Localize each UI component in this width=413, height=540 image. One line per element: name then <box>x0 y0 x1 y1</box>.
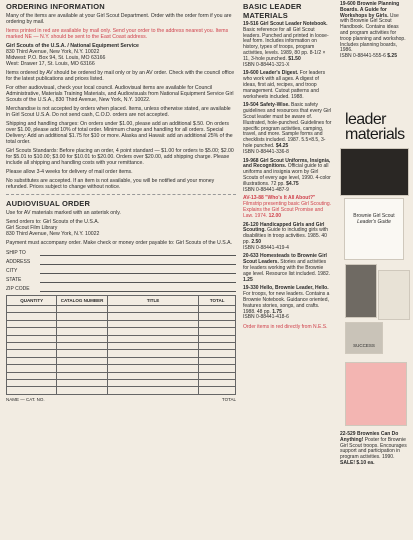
col-quantity: QUANTITY <box>7 296 57 306</box>
footer-right: TOTAL <box>221 396 236 402</box>
middle-column <box>243 0 333 330</box>
item-desc: Guide to including girls with disabilities in troop activities. 1985. 40 pp. <box>243 227 329 245</box>
item-desc: Filmstrip presenting basic Girl Scouting. Explains the Girl Scout Promise and Law. 1974. <box>243 201 332 219</box>
item-price: 1.25 <box>243 276 253 283</box>
item-desc: Basic reference for all Girl Scout leaders. Punched and printed in loose-leaf form. Includes information on history, types of troops, program activities, levels. 1989, 80 pp. 8-1/2 × 11, 3-hole punched. <box>243 26 329 62</box>
address-title: Girl Scouts of the U.S.A. / National Equipment Service <box>6 43 139 49</box>
top-item-desc: Use with Brownie Girl Scout Handbook. Contains ideas and program activities for troop planning and workshop. Includes planning boards, 1986. <box>340 12 406 54</box>
table-row[interactable] <box>7 350 236 357</box>
state-field[interactable] <box>40 276 236 283</box>
item-code: ISBN 0-88441-419-4 <box>243 244 289 251</box>
order-footer <box>6 397 236 402</box>
item-desc: Basic safety guidelines and resources that every Girl Scout leader must be aware of. Illustrated, hole-punched. Guidelines for specific program activities, camping, travel, and more. Sample forms and checklists included. 1987. 5.5×8.5, 3-hole punched. <box>243 102 332 149</box>
audiovisual-body <box>6 210 236 246</box>
address-line-1: 830 Third Avenue, New York, N.Y. 10022 <box>6 49 100 55</box>
order-table-body <box>7 306 236 395</box>
booklet-photo <box>344 198 404 260</box>
item-desc: For troops, for new leaders. Contains a Brownie Notebook. Guidance oriented, features stories, songs, and crafts. 1988. 48 pp. <box>243 291 330 315</box>
item-code: ISBN 0-88441-418-6 <box>243 314 289 321</box>
item-desc: Stories and activities for leaders working with the Brownie age level. Resource list included. 1982. <box>243 259 330 277</box>
table-row[interactable] <box>7 342 236 349</box>
order-table <box>6 295 236 395</box>
top-item-price: $.25 <box>387 53 397 60</box>
item-title: 20-633 Homesteads to Brownie Girl Scout Leaders. <box>243 253 327 266</box>
ordering-p3: For other audiovisual, check your local council. Audiovisual items are available for Council Administrative, Materials Training Materials, and Audiovisuals from National Equipment Service Girl Scouts of the U.S.A., 830 Third Avenue, New York, N.Y. 10022. <box>6 85 234 103</box>
basic-leader-items <box>243 22 333 330</box>
item-code: ISBN 0-88441-321-X <box>243 61 290 68</box>
col-catalog-number: CATALOG NUMBER <box>57 296 107 306</box>
send-to-line-2: Girl Scout Film Library <box>6 225 58 231</box>
city-field[interactable] <box>40 267 236 274</box>
success-photo <box>345 322 383 354</box>
table-row[interactable] <box>7 365 236 372</box>
brownie-poster <box>345 362 407 426</box>
item-price: $4.75 <box>286 180 299 187</box>
booklet-label: Brownie Girl Scout <box>353 213 395 219</box>
bottom-item-price: $.10 ea. <box>356 459 375 466</box>
address-field[interactable] <box>40 258 236 265</box>
bottom-item <box>340 432 407 467</box>
send-to-line-1: Girl Scouts of the U.S.A. <box>42 219 100 225</box>
address-line-3: West: Drawer 17, St. Louis, MO 63166 <box>6 61 95 67</box>
list-item <box>243 286 333 321</box>
bottom-item-title: 22-529 Brownies Can Do Anything! <box>340 431 399 443</box>
form-line-address[interactable] <box>6 258 236 265</box>
item-price: 2.50 <box>251 238 262 245</box>
list-item <box>243 196 333 219</box>
ordering-p8: No substitutes are accepted. If an item is not available, you will be notified and your money refunded. Prices subject to change without notice. <box>6 178 215 190</box>
section-divider <box>6 194 236 195</box>
item-price: $1.50 <box>288 55 301 62</box>
audiovisual-intro: Use for AV materials marked with an asterisk only. <box>6 210 121 216</box>
success-label: SUCCESS <box>353 343 375 348</box>
ordering-p5: Shipping and handling charges: On orders under $1.00, please add an additional $.50. On orders over $1.00, please add 10% of total order. Minimum charge and handling for all orders. Special Delivery: Add an additional $1.75 for $10 or more. Alaska and Hawaii: add an additional 25% of the total order. <box>6 121 233 145</box>
send-to-label: Send orders to: <box>6 219 42 225</box>
audiovisual-send-to <box>6 219 236 237</box>
left-column <box>6 0 236 402</box>
binder-photo <box>340 148 409 196</box>
ordering-p2: Items ordered by AV should be ordered by mail only or by an AV order. Check with the council office for the latest publications and prices listed. <box>6 70 235 82</box>
order-form-fields <box>6 249 236 292</box>
list-item <box>243 254 333 283</box>
red-notice: Order items in red directly from N.E.S. <box>243 324 328 331</box>
city-label: CITY <box>6 267 18 274</box>
booklet-sub: Leader's Guide <box>357 219 391 225</box>
right-bottom-item <box>340 432 407 470</box>
ordering-address <box>6 43 236 67</box>
form-line-zip[interactable] <box>6 285 236 292</box>
materials-word: materials <box>345 126 405 143</box>
table-row[interactable] <box>7 328 236 335</box>
form-line-state[interactable] <box>6 276 236 283</box>
item-title: 26-120 Handicapped Girls and Girl Scouting. <box>243 221 325 234</box>
item-price: $4.25 <box>275 142 289 149</box>
table-row[interactable] <box>7 357 236 364</box>
send-to-line-3: 830 Third Avenue, New York, N.Y. 10022 <box>6 231 100 237</box>
top-item-title: 19-600 Brownie Planning Boards. A Guide for Workshops by Girls. <box>340 1 400 19</box>
zip-label: ZIP CODE <box>6 285 30 292</box>
item-code: ISBN 0-88441-487-9 <box>243 186 289 193</box>
ordering-p7: Please allow 3-4 weeks for delivery of mail order items. <box>6 169 133 175</box>
address-line-2: Midwest: P.O. Box 94, St. Louis, MO 63166 <box>6 55 106 61</box>
state-label: STATE <box>6 276 22 283</box>
table-row[interactable] <box>7 387 236 394</box>
list-item <box>243 22 333 68</box>
ordering-p1: Many of the items are available at your Girl Scout Department. Order with the order form if you are ordering by mail. <box>6 13 232 25</box>
ordering-p6: Girl Scouts Standards: Before placing an order, 4 point standard — $1.00 for orders to $5.00; $2.00 for $5.01 to $10.00; $3.00 for $10.01 to $20.00. Orders over $20.00, add shipping charge. Please include all shipping and handling costs with your remittance. <box>6 148 234 166</box>
list-item <box>243 159 333 194</box>
bottom-item-desc: Poster for Brownie Girl Scout troops. Encourages support and participation in program activities. 1990. <box>340 436 407 461</box>
item-title: 19-504 Safety-Wise. <box>243 102 290 109</box>
ordering-p1-red: Items printed in red are available by mail only. Send your order to the address nearest you. Items marked NE — N.Y. should be sent to the East Coast address. <box>6 28 229 40</box>
right-column <box>340 0 407 63</box>
table-row[interactable] <box>7 320 236 327</box>
basic-leader-heading: BASIC LEADER MATERIALS <box>243 2 302 20</box>
item-title: 19-600 Leader's Digest. <box>243 70 299 77</box>
item-title: 19-516 Girl Scout Leader Notebook. <box>243 21 328 27</box>
ship-to-label: SHIP TO <box>6 249 26 256</box>
item-price: 1.75 <box>272 308 282 315</box>
top-item <box>340 2 407 60</box>
sale-label: SALE! <box>340 459 355 466</box>
col-title: TITLE <box>107 296 199 306</box>
table-row[interactable] <box>7 306 236 313</box>
table-row[interactable] <box>7 335 236 342</box>
list-item <box>243 71 333 100</box>
item-title: AV-13-88 "Who's It All About?" <box>243 195 316 202</box>
form-line-ship-to[interactable] <box>6 249 236 256</box>
top-item-code: ISBN 0-88441-555-6 <box>340 53 386 60</box>
item-desc: Official guide to all uniforms and insignia worn by Girl Scouts of every age level, 1990. 4-color illustrations. 72 pp. <box>243 163 331 187</box>
ordering-p4: Merchandise is not accepted by orders when placed. Items, unless otherwise stated, are available in Girl Scout U.S.A. Do not send cash, C.O.D. orders are not accepted. <box>6 106 231 118</box>
cards-photo <box>378 270 410 320</box>
item-desc: For leaders who work with all ages. A digest of ideas, first aid, recipes, and troop management. Cutout patterns and worksheets included. 1988. <box>243 70 326 100</box>
table-row[interactable] <box>7 372 236 379</box>
list-item <box>243 103 333 155</box>
item-title: 19-330 Hello, Brownie Leader, Hello. <box>243 285 329 292</box>
footer-left: NAME — CAT. NO. <box>6 396 45 402</box>
ordering-heading: ORDERING INFORMATION <box>6 2 105 11</box>
item-price: 12.00 <box>268 212 282 219</box>
handbook-photo <box>345 264 377 318</box>
leader-word: leader <box>345 111 386 128</box>
col-total: TOTAL <box>199 296 236 306</box>
table-row[interactable] <box>7 379 236 386</box>
zip-field[interactable] <box>40 285 236 292</box>
audiovisual-heading: AUDIOVISUAL ORDER <box>6 199 91 208</box>
table-row[interactable] <box>7 313 236 320</box>
list-item <box>243 223 333 252</box>
audiovisual-payment: Payment must accompany order. Make check or money order payable to: Girl Scouts of the U.S.A. <box>6 240 233 246</box>
address-label: ADDRESS <box>6 258 31 265</box>
form-line-city[interactable] <box>6 267 236 274</box>
item-title: 19-968 Girl Scout Uniforms, Insignia, and Recognitions. <box>243 157 331 170</box>
ordering-body <box>6 13 236 190</box>
item-code: ISBN 0-88441-336-8 <box>243 148 289 155</box>
ship-to-field[interactable] <box>40 249 236 256</box>
